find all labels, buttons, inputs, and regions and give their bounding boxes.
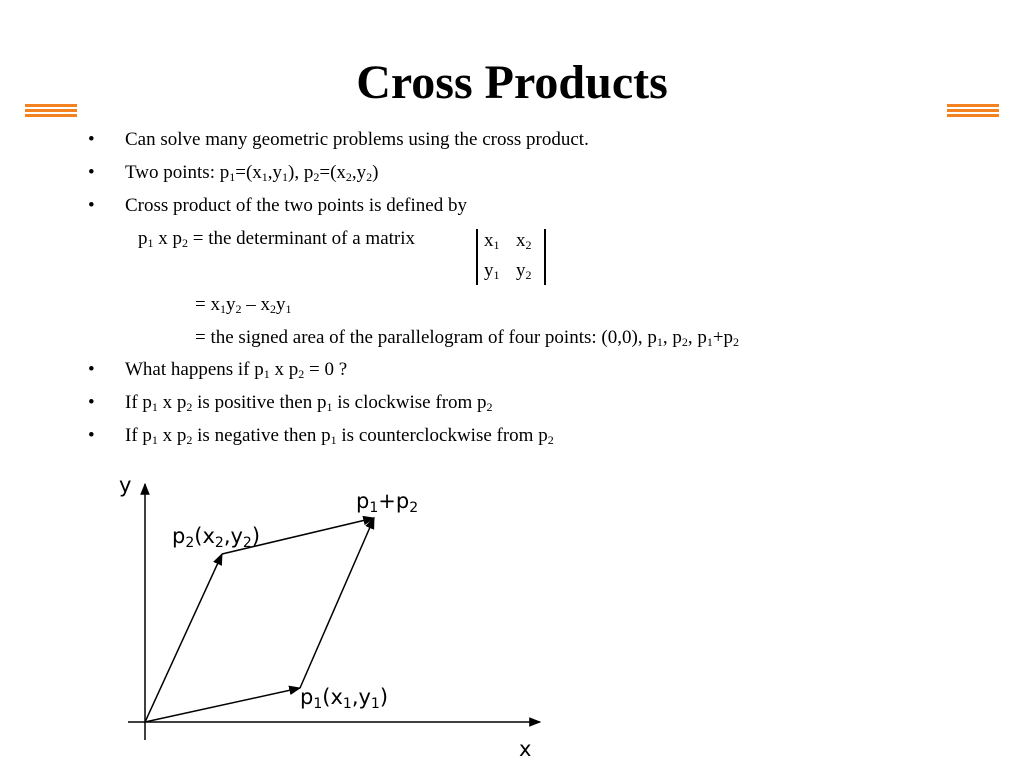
matrix-cell: $x_1$ [484, 230, 500, 252]
x-axis-label: x [519, 737, 532, 761]
bullet-4: What happens if $p_1$ x $p_2 = 0$ ? [125, 359, 348, 381]
bullet-marker: • [88, 359, 95, 380]
y-axis-label: y [119, 473, 132, 497]
bullet-1: Can solve many geometric problems using the cross product. [125, 129, 589, 150]
point-p1p2-label: $p_1+p_2$ [356, 489, 419, 516]
point-p1-label: $p_1(x_1,y_1)$ [300, 685, 389, 712]
point-p2-label: $p_2(x_2,y_2)$ [172, 524, 261, 551]
bullet-marker: • [88, 425, 95, 446]
matrix-cell: $y_1$ [484, 260, 500, 282]
bullet-2: Two points: $p_1=(x_1,y_1)$, $p_2=(x_2,y_2)$ [125, 162, 379, 184]
bullet-marker: • [88, 195, 95, 216]
bullet-marker: • [88, 129, 95, 150]
equation-line-1: = $x_1y_2 - x_2y_1$ [195, 294, 292, 316]
edge-p1-to-sum [300, 518, 374, 688]
matrix-cell: $y_2$ [516, 260, 532, 282]
definition-line: $p_1$ x $p_2$ = the determinant of a matrix [138, 228, 416, 250]
bullet-marker: • [88, 162, 95, 183]
vector-p2 [145, 554, 222, 722]
bullet-5: If $p_1$ x $p_2$ is positive then $p_1$ is clockwise from $p_2$ [125, 392, 493, 414]
bullet-6: If $p_1$ x $p_2$ is negative then $p_1$ is counterclockwise from $p_2$ [125, 425, 554, 447]
equation-line-2: = the signed area of the parallelogram of four points: (0,0), $p_1$, $p_2$, $p_1+p_2$ [195, 327, 740, 349]
vector-p1 [145, 688, 300, 722]
bullet-3: Cross product of the two points is defined by [125, 195, 467, 216]
bullet-marker: • [88, 392, 95, 413]
matrix-cell: $x_2$ [516, 230, 532, 252]
slide-title: Cross Products [356, 56, 668, 109]
